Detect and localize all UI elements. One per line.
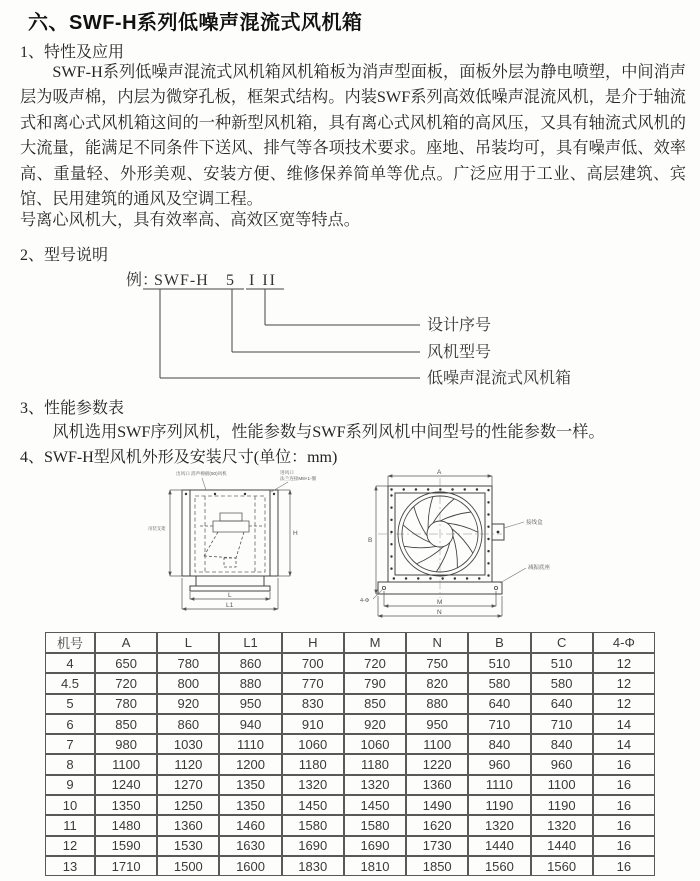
table-cell: 1180 [344, 754, 406, 774]
table-cell: 840 [531, 734, 593, 754]
table-header-cell: 机号 [45, 632, 95, 653]
table-header-cell: 4-Φ [593, 632, 655, 653]
table-row [45, 653, 655, 673]
table-cell: 1030 [157, 734, 219, 754]
table-cell: 830 [282, 694, 344, 714]
dim-L: L [228, 592, 232, 599]
table-cell: 5 [45, 694, 95, 714]
junction-box-label: 接线盒 [526, 520, 543, 526]
table-header-cell: L [157, 632, 219, 653]
table-cell: 780 [157, 653, 219, 673]
table-cell: 720 [344, 653, 406, 673]
table-cell: 1320 [468, 815, 530, 835]
table-cell: 750 [406, 653, 468, 673]
table-cell: 860 [157, 714, 219, 734]
table-cell: 14 [593, 734, 655, 754]
table-row [45, 754, 655, 774]
table-cell: 720 [95, 673, 157, 693]
callout-design-series: 设计序号 [427, 317, 492, 334]
table-cell: 650 [95, 653, 157, 673]
model-example-label: 例： [126, 272, 159, 289]
dim-L1: L1 [226, 602, 234, 609]
section4-heading: 4、SWF-H型风机外形及安装尺寸(单位：mm) [20, 449, 338, 466]
fan-box-casing [182, 490, 278, 591]
table-cell: 880 [219, 673, 281, 693]
table-cell: 1190 [468, 795, 530, 815]
table-row [45, 836, 655, 856]
table-cell: 800 [157, 673, 219, 693]
table-cell: 920 [344, 714, 406, 734]
table-cell: 16 [593, 815, 655, 835]
table-header-cell: L1 [219, 632, 281, 653]
table-cell: 1850 [406, 856, 468, 876]
table-cell: 16 [593, 836, 655, 856]
acoustic-lining [195, 496, 265, 572]
section3-heading: 3、性能参数表 [20, 400, 125, 417]
table-cell: 850 [95, 714, 157, 734]
table-cell: 1060 [344, 734, 406, 754]
table-cell: 1350 [219, 775, 281, 795]
table-cell: 1360 [406, 775, 468, 795]
table-cell: 1460 [219, 815, 281, 835]
table-cell: 8 [45, 754, 95, 774]
table-cell: 790 [344, 673, 406, 693]
table-cell: 11 [45, 815, 95, 835]
table-cell: 1200 [219, 754, 281, 774]
casing-bolts [185, 493, 275, 495]
table-cell: 860 [219, 653, 281, 673]
table-cell: 1220 [406, 754, 468, 774]
table-cell: 1190 [531, 795, 593, 815]
table-cell: 1480 [95, 815, 157, 835]
side-view-drawing [148, 469, 317, 609]
table-cell: 1060 [282, 734, 344, 754]
table-cell: 950 [406, 714, 468, 734]
table-cell: 13 [45, 856, 95, 876]
table-cell: 1810 [344, 856, 406, 876]
table-cell: 1100 [531, 775, 593, 795]
table-cell: 1620 [406, 815, 468, 835]
table-row [45, 795, 655, 815]
table-header-cell: N [406, 632, 468, 653]
page-title: 六、SWF-H系列低噪声混流式风机箱 [28, 12, 363, 34]
table-cell: 6 [45, 714, 95, 734]
side-view-labels [148, 469, 317, 532]
table-cell: 1580 [282, 815, 344, 835]
callout-series-name: 低噪声混流式风机箱 [427, 370, 572, 387]
inlet-flange-label: 法兰连接M8×1-圈 [280, 476, 317, 481]
table-cell: 950 [219, 694, 281, 714]
table-cell: 14 [593, 714, 655, 734]
junction-box [492, 522, 524, 540]
model-size: 5 [226, 272, 234, 289]
table-cell: 1120 [157, 754, 219, 774]
table-cell: 880 [406, 694, 468, 714]
table-cell: 1100 [406, 734, 468, 754]
bolt-holes-label: 4-Φ [360, 598, 370, 604]
table-cell: 710 [531, 714, 593, 734]
section2-heading: 2、型号说明 [20, 247, 109, 264]
section1-paragraph: SWF-H系列低噪声混流式风机箱风机箱板为消声型面板，面板外层为静电喷塑，中间消声层为吸声棉，内层为微穿孔板，框架式结构。内装SWF系列高效低噪声混流风机，是介于轴流式和离心式风机箱这间的一种新型风机箱，具有离心式风机箱的高风压，又具有轴流式风机的大流量，能满足不同条件下送风、排气等各项技术要求。座地、吊装均可，具有噪声低、效率高、重量轻、外形美观、安装方便、维修保养简单等优点。广泛应用于工业、高层建筑、宾馆、民用建筑的通风及空调工程。 [20, 63, 686, 209]
model-designation-diagram [20, 260, 680, 392]
table-cell: 12 [593, 673, 655, 693]
dim-N: N [437, 609, 442, 616]
section3-paragraph: 风机选用SWF序列风机，性能参数与SWF系列风机中间型号的性能参数一样。 [52, 423, 605, 441]
table-cell: 1360 [157, 815, 219, 835]
section1-heading: 1、特性及应用 [20, 44, 125, 61]
table-cell: 910 [282, 714, 344, 734]
table-cell: 920 [157, 694, 219, 714]
table-cell: 10 [45, 795, 95, 815]
table-cell: 640 [468, 694, 530, 714]
vibration-base-label: 减振底座 [528, 565, 551, 571]
table-cell: 1440 [468, 836, 530, 856]
table-cell: 960 [468, 754, 530, 774]
model-prefix: SWF-H [154, 272, 209, 289]
table-cell: 1110 [468, 775, 530, 795]
dim-M: M [437, 599, 443, 606]
front-view-drawing [360, 469, 551, 616]
table-cell: 940 [219, 714, 281, 734]
outlet-label: 出风口 消声棉板(50)风机 [176, 471, 227, 476]
table-row [45, 714, 655, 734]
model-diagram-lines [143, 289, 420, 378]
table-cell: 1450 [282, 795, 344, 815]
table-row [45, 673, 655, 693]
table-cell: 580 [468, 673, 530, 693]
table-cell: 1580 [344, 815, 406, 835]
table-cell: 1530 [157, 836, 219, 856]
table-cell: 820 [406, 673, 468, 693]
table-cell: 12 [45, 836, 95, 856]
table-cell: 1630 [219, 836, 281, 856]
table-cell: 1350 [95, 795, 157, 815]
table-cell: 1690 [344, 836, 406, 856]
table-header-cell: C [531, 632, 593, 653]
table-cell: 510 [531, 653, 593, 673]
table-cell: 710 [468, 714, 530, 734]
table-cell: 1600 [219, 856, 281, 876]
table-header-row [45, 632, 655, 653]
table-cell: 12 [593, 653, 655, 673]
table-cell: 1730 [406, 836, 468, 856]
table-cell: 1560 [531, 856, 593, 876]
table-cell: 960 [531, 754, 593, 774]
table-row [45, 856, 655, 876]
table-cell: 1440 [531, 836, 593, 856]
table-cell: 1320 [282, 775, 344, 795]
table-cell: 780 [95, 694, 157, 714]
table-cell: 4 [45, 653, 95, 673]
dim-B: B [368, 537, 373, 544]
table-cell: 1500 [157, 856, 219, 876]
table-cell: 1320 [344, 775, 406, 795]
model-design-number: I II [249, 272, 277, 289]
dimensions-table [45, 632, 655, 876]
table-cell: 12 [593, 694, 655, 714]
table-cell: 1250 [157, 795, 219, 815]
table-cell: 840 [468, 734, 530, 754]
dim-H: H [293, 530, 298, 537]
table-cell: 1240 [95, 775, 157, 795]
table-row [45, 775, 655, 795]
table-header-cell: M [344, 632, 406, 653]
table-cell: 1710 [95, 856, 157, 876]
table-cell: 16 [593, 856, 655, 876]
table-cell: 580 [531, 673, 593, 693]
table-cell: 1180 [282, 754, 344, 774]
table-cell: 1830 [282, 856, 344, 876]
table-row [45, 734, 655, 754]
table-cell: 770 [282, 673, 344, 693]
table-cell: 700 [282, 653, 344, 673]
dim-A: A [437, 469, 442, 476]
table-cell: 850 [344, 694, 406, 714]
table-cell: 1110 [219, 734, 281, 754]
table-cell: 640 [531, 694, 593, 714]
inlet-label: 进风口 [280, 470, 294, 475]
hanger-bracket-label: 吊装支架 [148, 526, 166, 531]
table-row [45, 694, 655, 714]
table-cell: 1320 [531, 815, 593, 835]
table-cell: 7 [45, 734, 95, 754]
internal-motor [200, 513, 262, 567]
table-cell: 1270 [157, 775, 219, 795]
callout-fan-model: 风机型号 [427, 344, 492, 361]
table-cell: 16 [593, 795, 655, 815]
table-header-cell: H [282, 632, 344, 653]
table-row [45, 815, 655, 835]
table-cell: 510 [468, 653, 530, 673]
base-leader-line [500, 568, 526, 583]
table-cell: 1450 [344, 795, 406, 815]
table-cell: 9 [45, 775, 95, 795]
installation-drawings [140, 466, 660, 630]
table-cell: 1560 [468, 856, 530, 876]
table-cell: 1100 [95, 754, 157, 774]
table-cell: 1350 [219, 795, 281, 815]
table-cell: 980 [95, 734, 157, 754]
table-cell: 1590 [95, 836, 157, 856]
table-cell: 16 [593, 775, 655, 795]
table-cell: 1690 [282, 836, 344, 856]
section1-extra-line: 号离心风机大，具有效率高、高效区宽等特点。 [20, 211, 360, 229]
table-header-cell: B [468, 632, 530, 653]
table-header-cell: A [95, 632, 157, 653]
table-cell: 4.5 [45, 673, 95, 693]
table-cell: 16 [593, 754, 655, 774]
table-cell: 1490 [406, 795, 468, 815]
